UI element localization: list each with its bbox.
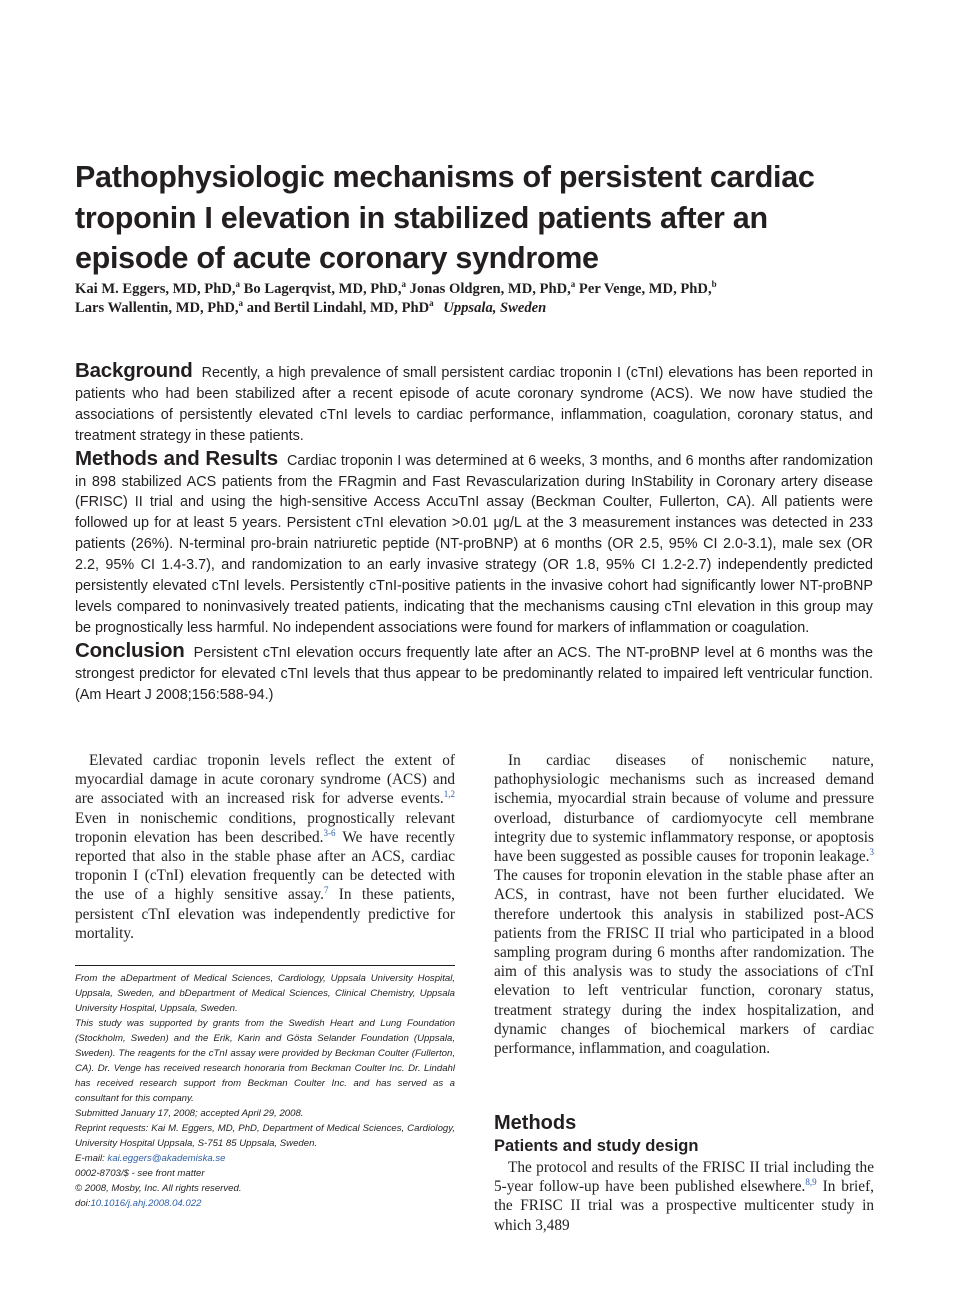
body-text: The protocol and results of the FRISC II trial including the 5-year follow-up have been published elsewhere. bbox=[494, 1159, 874, 1196]
author-name: Jonas Oldgren, MD, PhD, bbox=[409, 281, 571, 297]
abstract-heading: Background bbox=[75, 359, 193, 382]
author-location: Uppsala, Sweden bbox=[443, 300, 547, 316]
author-name: and Bertil Lindahl, MD, PhD bbox=[246, 300, 430, 316]
affiliation-mark: a bbox=[570, 279, 576, 290]
citation-link[interactable]: 3 bbox=[869, 846, 874, 857]
abstract-conclusion bbox=[75, 638, 873, 706]
body-text: Even in nonischemic conditions, prognostically relevant troponin elevation has been described. bbox=[75, 809, 455, 846]
author-name: Lars Wallentin, MD, PhD, bbox=[75, 300, 239, 316]
citation-link[interactable]: 1,2 bbox=[443, 789, 455, 800]
author-name: Bo Lagerqvist, MD, PhD, bbox=[243, 281, 402, 297]
footnotes bbox=[75, 971, 455, 1211]
body-text: Elevated cardiac troponin levels reflect the extent of myocardial damage in acute coronary syndrome (ACS) and are associated with an increased risk for adverse events. bbox=[75, 752, 455, 808]
body-text: The causes for troponin elevation in the stable phase after an ACS, in contrast, have not been further elucidated. We therefore undertook this analysis in stabilized post-ACS patients from the FRISC II trial who participated in a blood sampling program during 6 months after randomization. The aim of this analysis was to study the associations of cTnI elevation to left ventricular function, coronary status, treatment strategy during the index hospitalization, and dynamic changes of biochemical markers of cardiac performance, inflammation, and coagulation. bbox=[494, 867, 874, 1058]
affiliation-mark: a bbox=[429, 298, 434, 309]
footnote-reprint: Reprint requests: Kai M. Eggers, MD, PhD, Department of Medical Sciences, Cardiology, University Hospital Uppsala, S-751 85 Uppsala, Sweden. bbox=[75, 1123, 455, 1149]
abstract bbox=[75, 361, 873, 708]
body-text: In cardiac diseases of nonischemic nature, pathophysiologic mechanisms such as increased demand ischemia, myocardial strain because of volume and pressure overload, disturbance of cardiomyocyte cell membrane integrity due to systemic inflammatory response, or apoptosis have been suggested as possible causes for troponin leakage. bbox=[494, 752, 874, 866]
section-heading-methods: Methods bbox=[494, 1112, 577, 1134]
footnote-submitted: Submitted January 17, 2008; accepted April 29, 2008. bbox=[75, 1108, 304, 1119]
footnote-divider bbox=[75, 965, 455, 966]
abstract-text: Recently, a high prevalence of small persistent cardiac troponin I (cTnI) elevations has been reported in patients who had been stabilized after a recent episode of acute coronary syndrome (ACS). We now have studied the associations of persistently elevated cTnI levels to cardiac performance, inflammation, coagulation, coronary status, and treatment strategy in these patients. bbox=[75, 365, 873, 444]
body-text: We have recently reported that also in the stable phase after an ACS, cardiac troponin I (cTnI) elevation frequently can be detected with the use of a highly sensitive assay. bbox=[75, 828, 455, 904]
footnote-email bbox=[75, 1151, 455, 1166]
affiliation-mark: a bbox=[235, 279, 241, 290]
abstract-text: Cardiac troponin I was determined at 6 weeks, 3 months, and 6 months after randomization in 898 stabilized ACS patients from the FRagmin and Fast Revascularization during InStability in Coronary artery disease (FRISC) II trial and using the high-sensitive Access AccuTnI assay (Beckman Coulter, Fullerton, CA). All patients were followed up for at least 5 years. Persistent cTnI elevation >0.01 μg/L at the 3 measurement instances was detected in 233 patients (26%). N-terminal pro-brain natriuretic peptide (NT-proBNP) at 6 months (OR 2.5, 95% CI 2.0-3.1), male sex (OR 2.2, 95% CI 1.4-3.7), and randomization to an early invasive strategy (OR 1.8, 95% CI 1.2-2.7) independently predicted persistently elevated cTnI levels. Persistently cTnI-positive patients in the invasive cohort had significantly lower NT-proBNP levels compared to noninvasively treated patients, indicating that the mechanisms causing cTnI elevation in this group may be prognostically less harmful. No independent associations were found for markers of inflammation or coagulation. bbox=[75, 452, 873, 636]
abstract-background bbox=[75, 361, 873, 447]
citation-link[interactable]: 3-6 bbox=[323, 827, 336, 838]
affiliation-mark: b bbox=[711, 279, 717, 290]
footnote-doi bbox=[75, 1196, 455, 1211]
article-title: Pathophysiologic mechanisms of persistent cardiac troponin I elevation in stabilized patients after an episode of acute coronary syndrome bbox=[75, 160, 815, 275]
footnote-support: This study was supported by grants from the Swedish Heart and Lung Foundation (Stockholm, Sweden) and the Erik, Karin and Gösta Selander Foundation (Uppsala, Sweden). The reagents for the cTnI assay were provided by Beckman Coulter (Fullerton, CA). Dr. Venge has received research honoraria from Beckman Coulter Inc. Dr. Lindahl has received research support from Beckman Coulter Inc. and has served as a consultant for this company. bbox=[75, 1018, 455, 1104]
body-paragraph bbox=[494, 1158, 874, 1235]
email-link[interactable]: kai.eggers@akademiska.se bbox=[107, 1153, 226, 1164]
body-text: In these patients, persistent cTnI elevation was independently predictive for mortality. bbox=[75, 886, 455, 942]
abstract-heading: Methods and Results bbox=[75, 446, 278, 470]
citation-link[interactable]: 8,9 bbox=[805, 1177, 817, 1188]
affiliation-mark: a bbox=[238, 298, 244, 309]
body-paragraph bbox=[494, 751, 874, 1058]
email-label: E-mail: bbox=[75, 1153, 108, 1164]
abstract-heading: Conclusion bbox=[75, 638, 185, 662]
footnote-copyright: © 2008, Mosby, Inc. All rights reserved. bbox=[75, 1183, 242, 1194]
body-text: In brief, the FRISC II trial was a prospective multicenter study in which 3,489 bbox=[494, 1178, 874, 1234]
abstract-text: Persistent cTnI elevation occurs frequently late after an ACS. The NT-proBNP level at 6 months was the strongest predictor for elevated cTnI levels that thus appear to be predominantly related to impaired left ventricular function. (Am Heart J 2008;156:588-94.) bbox=[75, 644, 873, 703]
body-column-left bbox=[75, 751, 455, 943]
citation-link[interactable]: 7 bbox=[324, 885, 329, 896]
subsection-heading: Patients and study design bbox=[494, 1137, 699, 1155]
affiliation-mark: a bbox=[401, 279, 407, 290]
body-paragraph bbox=[75, 751, 455, 943]
author-list bbox=[75, 280, 875, 318]
abstract-methods bbox=[75, 446, 873, 639]
author-name: Kai M. Eggers, MD, PhD, bbox=[75, 281, 236, 297]
author-name: Per Venge, MD, PhD, bbox=[578, 281, 712, 297]
doi-link[interactable]: 10.1016/j.ahj.2008.04.022 bbox=[90, 1198, 202, 1209]
footnote-affiliations: From the aDepartment of Medical Sciences, Cardiology, Uppsala University Hospital, Uppsala, Sweden, and bDepartment of Medical Sciences, Clinical Chemistry, Uppsala University Hospital, Uppsala, Sweden. bbox=[75, 973, 455, 1014]
body-column-right bbox=[494, 751, 874, 1058]
doi-label: doi: bbox=[75, 1198, 91, 1209]
footnote-issn: 0002-8703/$ - see front matter bbox=[75, 1168, 205, 1179]
methods-column bbox=[494, 1158, 874, 1235]
